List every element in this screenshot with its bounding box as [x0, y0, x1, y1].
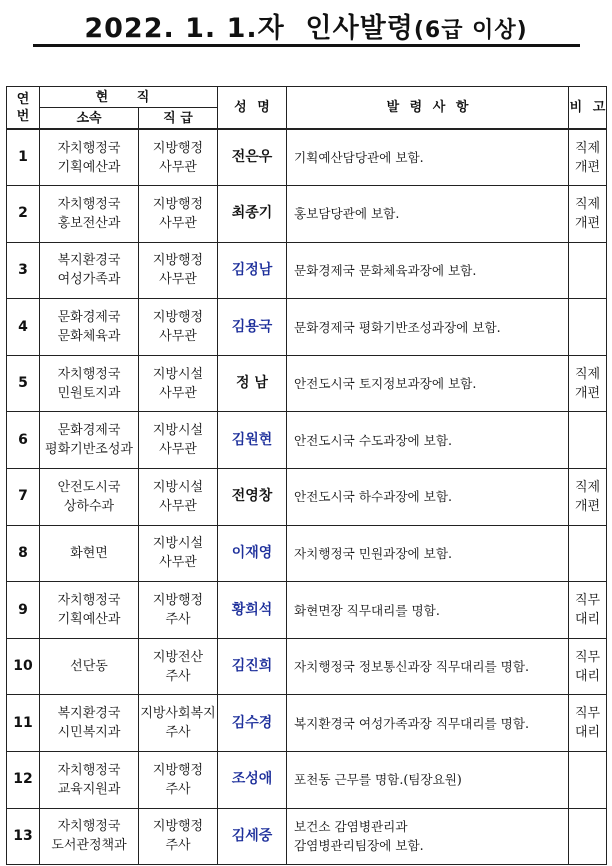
order-cell — [287, 129, 569, 186]
row-number: 4 — [7, 299, 40, 356]
note-cell — [569, 695, 607, 752]
order-cell — [287, 582, 569, 639]
rank-cell — [139, 129, 218, 186]
rank-line1: 지방행정 — [152, 310, 204, 326]
note-line2: 대리 — [574, 612, 601, 628]
rank-line1: 지방행정 — [152, 819, 204, 835]
rank-line1: 지방시설 — [152, 536, 204, 552]
note-line2: 개편 — [574, 498, 601, 514]
note-cell — [569, 525, 607, 582]
dept-cell — [40, 638, 139, 695]
order-line1: 보건소 감염병관리과 — [294, 819, 408, 835]
note-cell — [569, 752, 607, 809]
table-row — [7, 525, 607, 582]
dept-line1: 자치행정국 — [57, 762, 121, 778]
order-line1: 자치행정국 정보통신과장 직무대리를 명함. — [294, 659, 529, 675]
note-line2: 개편 — [574, 385, 601, 401]
row-number: 2 — [7, 186, 40, 243]
order-cell — [287, 525, 569, 582]
rank-line2: 사무관 — [159, 555, 197, 571]
note-line1: 직제 — [574, 196, 601, 212]
order-line1: 포천동 근무를 명함.(팀장요원) — [294, 772, 462, 788]
rank-line2: 사무관 — [159, 215, 197, 231]
order-line1: 안전도시국 토지정보과장에 보함. — [294, 376, 477, 392]
person-name: 김세중 — [218, 808, 287, 865]
row-number: 1 — [7, 129, 40, 186]
person-name: 정 남 — [218, 355, 287, 412]
dept-line2: 교육지원과 — [57, 781, 121, 797]
person-name: 최종기 — [218, 186, 287, 243]
dept-line2: 도서관정책과 — [51, 838, 127, 854]
note-cell — [569, 186, 607, 243]
person-name: 전영창 — [218, 469, 287, 526]
dept-line1: 자치행정국 — [57, 196, 121, 212]
dept-line2: 시민복지과 — [57, 725, 121, 741]
rank-line2: 사무관 — [159, 272, 197, 288]
rank-line2: 사무관 — [159, 498, 197, 514]
order-cell — [287, 752, 569, 809]
row-number: 3 — [7, 242, 40, 299]
header-no-line1: 연 — [16, 91, 30, 107]
table-row — [7, 582, 607, 639]
person-name: 이재영 — [218, 525, 287, 582]
rank-cell — [139, 299, 218, 356]
rank-line2: 사무관 — [159, 329, 197, 345]
row-number: 13 — [7, 808, 40, 865]
personnel-table — [6, 86, 607, 865]
rank-line2: 사무관 — [159, 385, 197, 401]
row-number: 9 — [7, 582, 40, 639]
rank-line1: 지방행정 — [152, 196, 204, 212]
rank-line1: 지방행정 — [152, 762, 204, 778]
rank-cell — [139, 582, 218, 639]
dept-cell — [40, 299, 139, 356]
dept-cell — [40, 469, 139, 526]
table-header — [7, 87, 607, 130]
rank-line2: 주사 — [165, 838, 191, 854]
dept-line2: 문화체육과 — [57, 329, 121, 345]
rank-line1: 지방시설 — [152, 479, 204, 495]
dept-line1: 문화경제국 — [57, 310, 121, 326]
table-row — [7, 469, 607, 526]
rank-line1: 지방행정 — [152, 140, 204, 156]
person-name: 김용국 — [218, 299, 287, 356]
order-line1: 복지환경국 여성가족과장 직무대리를 명함. — [294, 715, 529, 731]
dept-line1: 안전도시국 — [57, 479, 121, 495]
rank-line1: 지방행정 — [152, 593, 204, 609]
table-row — [7, 186, 607, 243]
rank-cell — [139, 808, 218, 865]
rank-line2: 사무관 — [159, 159, 197, 175]
note-line1: 직제 — [574, 366, 601, 382]
dept-line1: 화현면 — [70, 545, 108, 561]
row-number: 10 — [7, 638, 40, 695]
rank-line1: 지방시설 — [152, 423, 204, 439]
dept-line2: 여성가족과 — [57, 272, 121, 288]
note-line2: 개편 — [574, 159, 601, 175]
dept-cell — [40, 186, 139, 243]
person-name: 김진희 — [218, 638, 287, 695]
rank-line1: 지방사회복지 — [140, 706, 216, 722]
row-number: 11 — [7, 695, 40, 752]
dept-line1: 복지환경국 — [57, 706, 121, 722]
note-line2: 대리 — [574, 668, 601, 684]
dept-cell — [40, 808, 139, 865]
order-line1: 안전도시국 하수과장에 보함. — [294, 489, 452, 505]
rank-cell — [139, 525, 218, 582]
table-row — [7, 808, 607, 865]
dept-line1: 문화경제국 — [57, 423, 121, 439]
dept-line2: 홍보전산과 — [57, 215, 121, 231]
dept-line2: 상하수과 — [63, 498, 115, 514]
order-line1: 안전도시국 수도과장에 보함. — [294, 432, 452, 448]
header-no — [7, 87, 40, 130]
order-cell — [287, 412, 569, 469]
rank-line1: 지방행정 — [152, 253, 204, 269]
rank-cell — [139, 638, 218, 695]
dept-cell — [40, 695, 139, 752]
dept-line1: 자치행정국 — [57, 593, 121, 609]
rank-line2: 사무관 — [159, 442, 197, 458]
row-number: 12 — [7, 752, 40, 809]
order-cell — [287, 695, 569, 752]
dept-line1: 자치행정국 — [57, 140, 121, 156]
dept-cell — [40, 129, 139, 186]
dept-line1: 자치행정국 — [57, 819, 121, 835]
note-cell — [569, 299, 607, 356]
order-line1: 기획예산담당관에 보함. — [294, 150, 424, 166]
dept-cell — [40, 525, 139, 582]
rank-line1: 지방시설 — [152, 366, 204, 382]
table-row — [7, 752, 607, 809]
note-cell — [569, 582, 607, 639]
dept-cell — [40, 582, 139, 639]
order-cell — [287, 355, 569, 412]
header-current: 현 직 — [40, 87, 218, 108]
person-name: 조성애 — [218, 752, 287, 809]
order-cell — [287, 808, 569, 865]
table-row — [7, 638, 607, 695]
person-name: 김수경 — [218, 695, 287, 752]
dept-line1: 복지환경국 — [57, 253, 121, 269]
header-dept: 소속 — [40, 108, 139, 130]
order-cell — [287, 186, 569, 243]
table-row — [7, 129, 607, 186]
person-name: 김정남 — [218, 242, 287, 299]
note-line1: 직무 — [574, 706, 601, 722]
header-note: 비 고 — [569, 87, 607, 130]
page-title — [0, 6, 612, 45]
table-row — [7, 299, 607, 356]
row-number: 6 — [7, 412, 40, 469]
dept-line2: 민원토지과 — [57, 385, 121, 401]
note-cell — [569, 638, 607, 695]
header-order: 발 령 사 항 — [287, 87, 569, 130]
row-number: 5 — [7, 355, 40, 412]
note-cell — [569, 808, 607, 865]
row-number: 7 — [7, 469, 40, 526]
person-name: 전은우 — [218, 129, 287, 186]
note-cell — [569, 129, 607, 186]
order-line1: 문화경제국 평화기반조성과장에 보함. — [294, 319, 501, 335]
rank-cell — [139, 186, 218, 243]
rank-cell — [139, 695, 218, 752]
table-row — [7, 412, 607, 469]
table-row — [7, 242, 607, 299]
dept-cell — [40, 242, 139, 299]
note-cell — [569, 412, 607, 469]
rank-line2: 주사 — [165, 612, 191, 628]
rank-line2: 주사 — [165, 781, 191, 797]
header-no-line2: 번 — [16, 108, 30, 124]
person-name: 황희석 — [218, 582, 287, 639]
order-line1: 화현면장 직무대리를 명함. — [294, 602, 440, 618]
table-row — [7, 695, 607, 752]
order-cell — [287, 299, 569, 356]
row-number: 8 — [7, 525, 40, 582]
note-cell — [569, 355, 607, 412]
order-line1: 문화경제국 문화체육과장에 보함. — [294, 262, 477, 278]
rank-line2: 주사 — [165, 725, 191, 741]
dept-cell — [40, 412, 139, 469]
note-line1: 직제 — [574, 479, 601, 495]
dept-line1: 선단동 — [70, 659, 108, 675]
order-line2: 감염병관리팀장에 보함. — [294, 838, 424, 854]
dept-cell — [40, 355, 139, 412]
dept-line2: 기획예산과 — [57, 159, 121, 175]
note-cell — [569, 469, 607, 526]
table-body — [7, 129, 607, 865]
dept-cell — [40, 752, 139, 809]
rank-line1: 지방전산 — [152, 649, 204, 665]
rank-line2: 주사 — [165, 668, 191, 684]
note-line1: 직무 — [574, 649, 601, 665]
order-line1: 자치행정국 민원과장에 보함. — [294, 545, 452, 561]
note-cell — [569, 242, 607, 299]
title-underline — [33, 44, 580, 47]
order-line1: 홍보담당관에 보함. — [294, 206, 400, 222]
title-sub: (6급 이상) — [413, 18, 528, 43]
rank-cell — [139, 242, 218, 299]
note-line2: 개편 — [574, 215, 601, 231]
title-main: 2022. 1. 1.자 인사발령 — [84, 13, 414, 44]
rank-cell — [139, 469, 218, 526]
rank-cell — [139, 412, 218, 469]
table-row — [7, 355, 607, 412]
dept-line2: 기획예산과 — [57, 612, 121, 628]
order-cell — [287, 469, 569, 526]
order-cell — [287, 242, 569, 299]
note-line1: 직무 — [574, 593, 601, 609]
note-line1: 직제 — [574, 140, 601, 156]
note-line2: 대리 — [574, 725, 601, 741]
dept-line2: 평화기반조성과 — [45, 442, 133, 458]
rank-cell — [139, 355, 218, 412]
person-name: 김원현 — [218, 412, 287, 469]
header-name: 성 명 — [218, 87, 287, 130]
order-cell — [287, 638, 569, 695]
dept-line1: 자치행정국 — [57, 366, 121, 382]
rank-cell — [139, 752, 218, 809]
header-rank: 직 급 — [139, 108, 218, 130]
